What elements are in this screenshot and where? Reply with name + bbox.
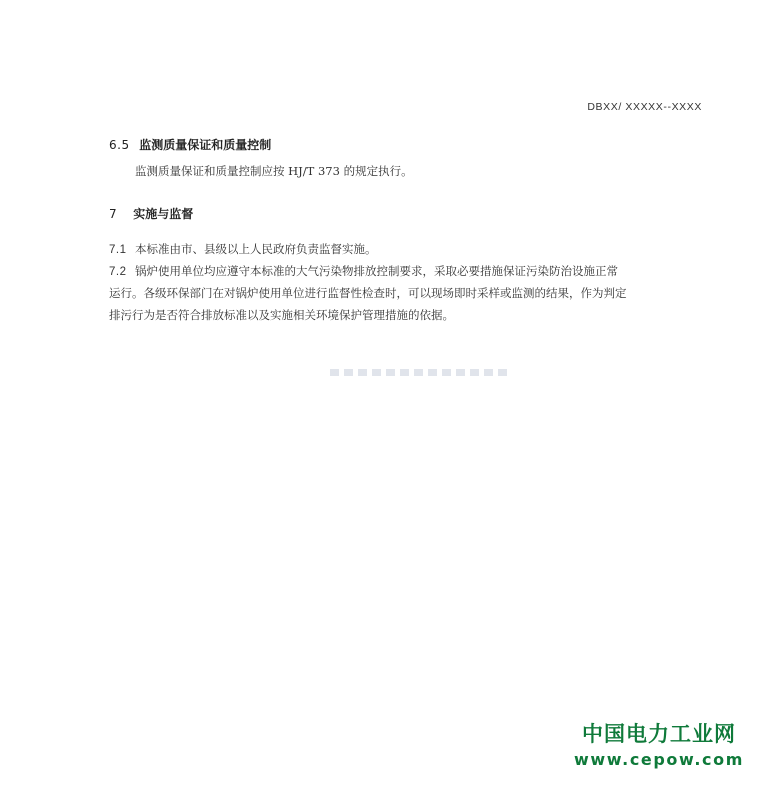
clause-7-2-line-1 xyxy=(109,260,618,283)
end-divider xyxy=(330,369,510,376)
clause-text: 本标准由市、县级以上人民政府负责监督实施。 xyxy=(135,242,377,256)
clause-text: 锅炉使用单位均应遵守本标准的大气污染物排放控制要求，采取必要措施保证污染防治设施正常 xyxy=(135,264,618,278)
section-6-5-body: 监测质量保证和质量控制应按 HJ/T 373 的规定执行。 xyxy=(135,164,413,178)
clause-number: 7.1 xyxy=(109,244,127,256)
section-title: 实施与监督 xyxy=(133,207,194,221)
clause-7-2-line-3: 排污行为是否符合排放标准以及实施相关环境保护管理措施的依据。 xyxy=(109,308,454,322)
watermark-url: www.cepow.com xyxy=(574,750,744,769)
section-6-5-heading xyxy=(109,136,271,153)
section-title: 监测质量保证和质量控制 xyxy=(139,138,272,152)
section-number: 7 xyxy=(109,207,118,221)
watermark-site-name: 中国电力工业网 xyxy=(582,722,736,746)
clause-number: 7.2 xyxy=(109,266,127,278)
section-7-heading xyxy=(109,205,193,222)
document-code: DBXX/ XXXXX--XXXX xyxy=(587,101,702,113)
clause-7-1 xyxy=(109,238,377,261)
clause-7-2-line-2: 运行。各级环保部门在对锅炉使用单位进行监督性检查时，可以现场即时采样或监测的结果，作为判定 xyxy=(109,286,627,300)
section-number: 6.5 xyxy=(109,138,130,152)
